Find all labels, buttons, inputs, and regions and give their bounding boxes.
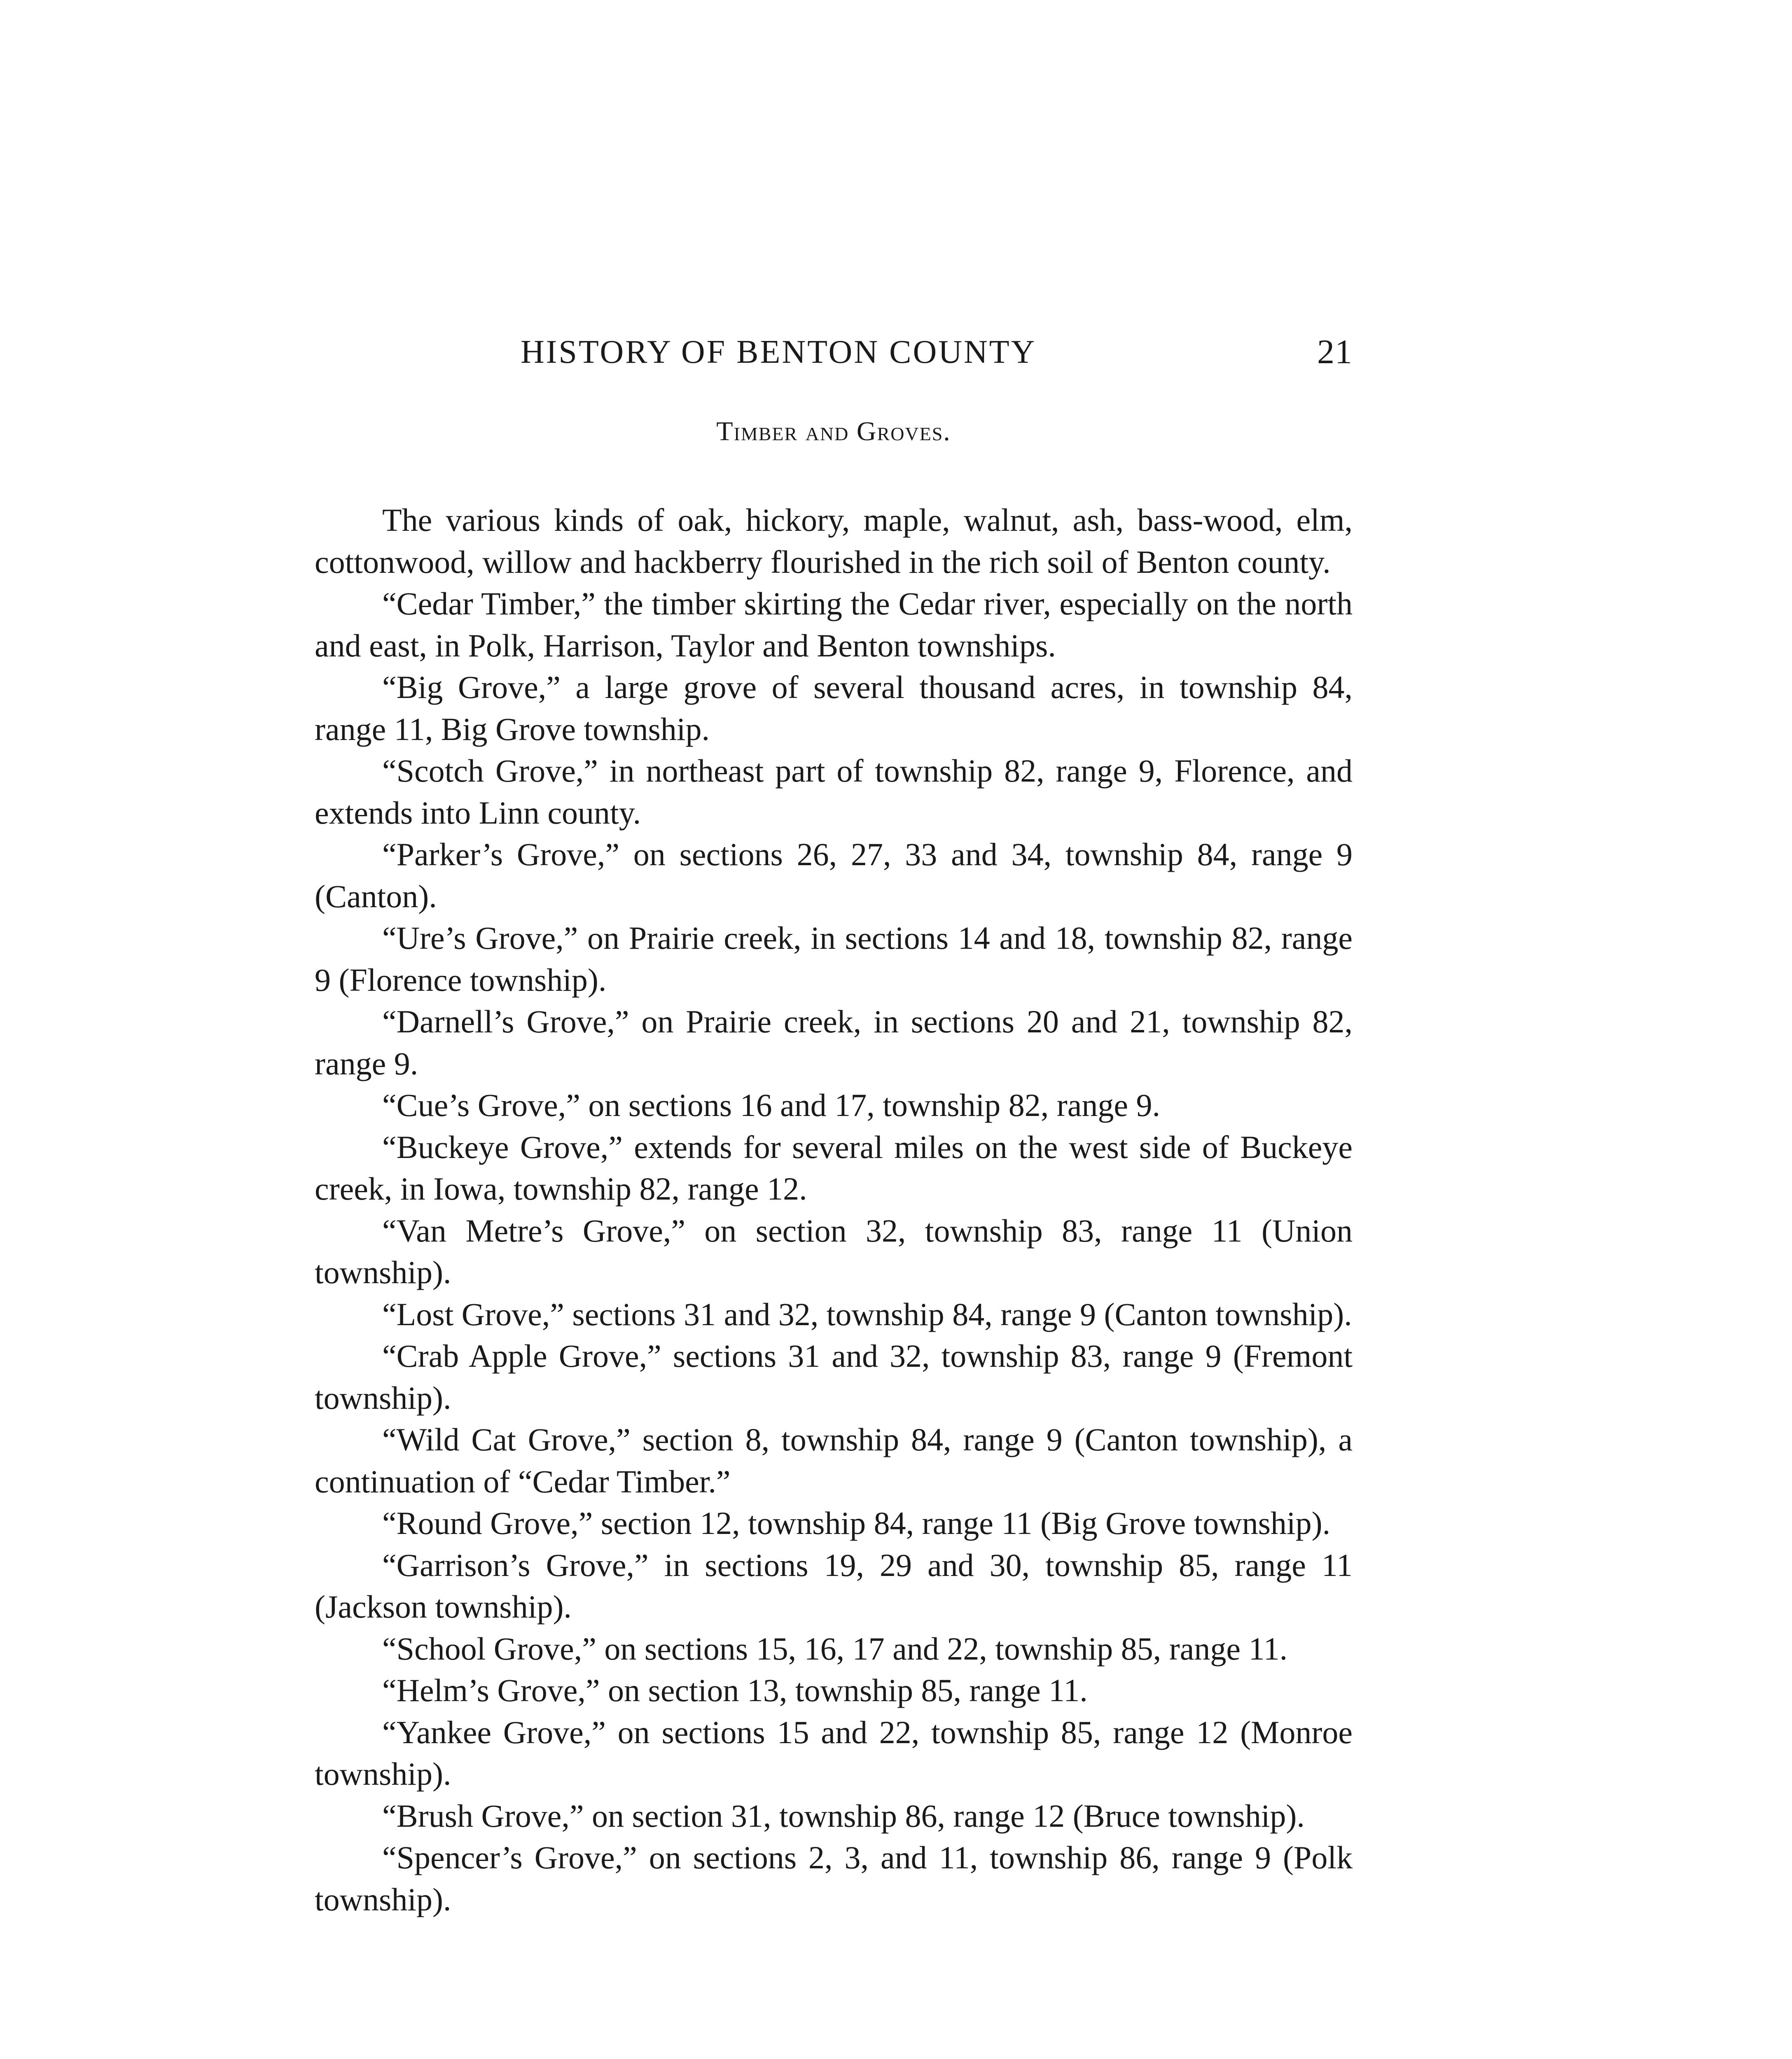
paragraph: “Parker’s Grove,” on sections 26, 27, 33 and 34, township 84, range 9 (Canton).	[315, 836, 1353, 914]
paragraph: “Garrison’s Grove,” in sections 19, 29 and 30, township 85, range 11 (Jackson township).	[315, 1547, 1353, 1625]
page-number: 21	[1317, 333, 1353, 371]
paragraph: “Crab Apple Grove,” sections 31 and 32, township 83, range 9 (Fremont township).	[315, 1338, 1353, 1416]
paragraph: “Spencer’s Grove,” on sections 2, 3, and 11, township 86, range 9 (Polk township).	[315, 1840, 1353, 1917]
paragraph: “Helm’s Grove,” on section 13, township 85, range 11.	[382, 1672, 1088, 1708]
paragraph: “School Grove,” on sections 15, 16, 17 and 22, township 85, range 11.	[382, 1630, 1288, 1667]
paragraph: “Cue’s Grove,” on sections 16 and 17, township 82, range 9.	[382, 1087, 1160, 1123]
paragraph: “Yankee Grove,” on sections 15 and 22, township 85, range 12 (Monroe township).	[315, 1714, 1353, 1792]
paragraph: “Buckeye Grove,” extends for several miles on the west side of Buckeye creek, in Iowa, township 82, range 12.	[315, 1129, 1353, 1207]
paragraph: “Brush Grove,” on section 31, township 86, range 12 (Bruce township).	[382, 1798, 1305, 1834]
paragraph: The various kinds of oak, hickory, maple, walnut, ash, bass-wood, elm, cottonwood, willow and hackberry flourished in the rich soil of Benton county.	[315, 502, 1353, 580]
paragraph: “Lost Grove,” sections 31 and 32, township 84, range 9 (Canton township).	[382, 1296, 1352, 1332]
paragraph: “Scotch Grove,” in northeast part of township 82, range 9, Florence, and extends into Linn county.	[315, 753, 1353, 831]
page-header	[315, 329, 1353, 375]
running-title: HISTORY OF BENTON COUNTY	[521, 334, 1037, 370]
paragraph: “Big Grove,” a large grove of several thousand acres, in township 84, range 11, Big Grove township.	[315, 669, 1353, 747]
paragraph: “Cedar Timber,” the timber skirting the Cedar river, especially on the north and east, in Polk, Harrison, Taylor and Benton townships.	[315, 586, 1353, 663]
paragraph: “Wild Cat Grove,” section 8, township 84, range 9 (Canton township), a continuation of “Cedar Timber.”	[315, 1422, 1353, 1499]
paragraph: “Darnell’s Grove,” on Prairie creek, in sections 20 and 21, township 82, range 9.	[315, 1004, 1353, 1081]
paragraph: “Round Grove,” section 12, township 84, range 11 (Big Grove township).	[382, 1505, 1331, 1541]
paragraph: “Van Metre’s Grove,” on section 32, township 83, range 11 (Union township).	[315, 1212, 1353, 1290]
paragraph: “Ure’s Grove,” on Prairie creek, in sections 14 and 18, township 82, range 9 (Florence township).	[315, 920, 1353, 998]
body-text	[315, 499, 1353, 1920]
section-heading: Timber and Groves.	[716, 416, 951, 446]
